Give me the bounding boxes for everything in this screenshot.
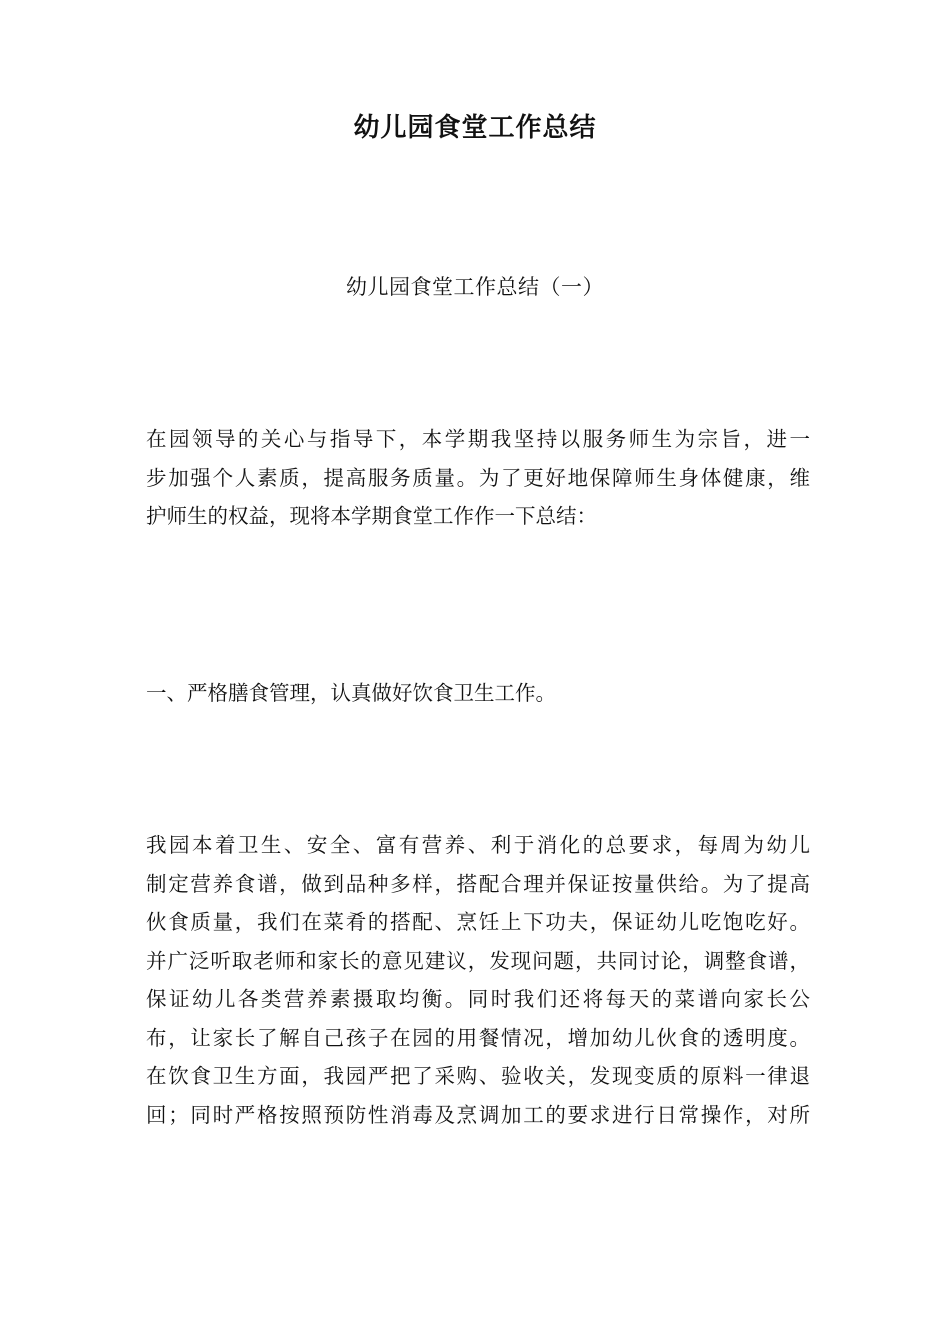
intro-line: 在园领导的关心与指导下，本学期我坚持以服务师生为宗旨，进一 <box>146 427 810 451</box>
section-heading: 一、严格膳食管理，认真做好饮食卫生工作。 <box>146 681 556 705</box>
document-subtitle: 幼儿园食堂工作总结（一） <box>346 275 604 299</box>
intro-line: 步加强个人素质，提高服务质量。为了更好地保障师生身体健康，维 <box>146 465 810 490</box>
body-line: 布，让家长了解自己孩子在园的用餐情况，增加幼儿伙食的透明度。 <box>146 1025 810 1050</box>
body-line: 回；同时严格按照预防性消毒及烹调加工的要求进行日常操作，对所 <box>146 1102 810 1127</box>
body-line: 伙食质量，我们在菜肴的搭配、烹饪上下功夫，保证幼儿吃饱吃好。 <box>146 910 810 934</box>
body-line: 我园本着卫生、安全、富有营养、利于消化的总要求，每周为幼儿 <box>146 833 810 857</box>
intro-paragraph <box>146 420 810 536</box>
body-line: 并广泛听取老师和家长的意见建议，发现问题，共同讨论，调整食谱， <box>146 948 810 973</box>
body-line: 保证幼儿各类营养素摄取均衡。同时我们还将每天的菜谱向家长公 <box>146 987 810 1011</box>
document-title: 幼儿园食堂工作总结 <box>353 113 597 143</box>
body-paragraph <box>146 826 810 1134</box>
body-line: 在饮食卫生方面，我园严把了采购、验收关，发现变质的原料一律退 <box>146 1064 810 1088</box>
intro-line: 护师生的权益，现将本学期食堂工作作一下总结： <box>146 504 597 528</box>
body-line: 制定营养食谱，做到品种多样，搭配合理并保证按量供给。为了提高 <box>146 871 810 896</box>
